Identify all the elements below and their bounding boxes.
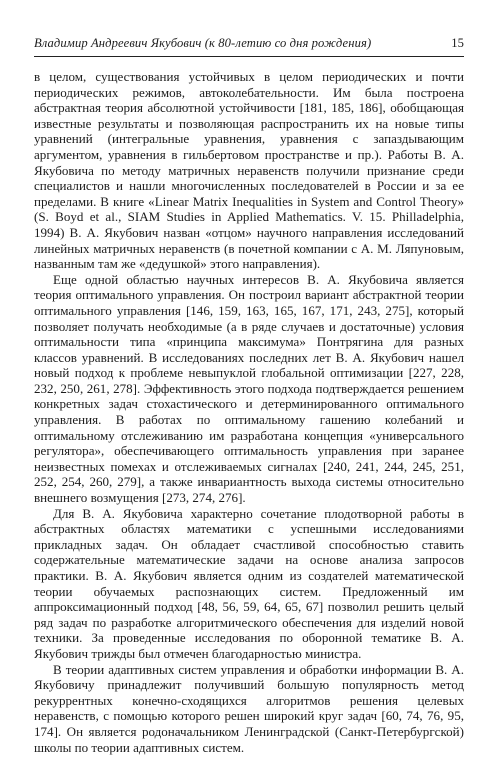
running-header xyxy=(34,36,464,52)
page-body xyxy=(34,69,464,755)
page-number: 15 xyxy=(451,36,464,50)
running-title: Владимир Андреевич Якубович (к 80-летию со дня рождения) xyxy=(34,36,372,50)
paragraph: Для В. А. Якубовича характерно сочетание плодотворной работы в абстрактных областях математики с успешными исследованиями прикладных задач. Он обладает счастливой способностью ставить содержательные математические задачи на основе анализа запросов практики. В. А. Якубович является одним из создателей математической теории обучаемых распознающих систем. Предложенный им аппроксимационный подход [48, 56, 59, 64, 65, 67] позволил решить целый ряд задач по разработке алгоритмического обеспечения для изделий новой техники. За проведенные исследования по оборонной тематике В. А. Якубович трижды был отмечен благодарностью министра. xyxy=(34,505,464,661)
paragraph: В теории адаптивных систем управления и обработки информации В. А. Якубовичу принадлежит получивший большую популярность метод рекуррентных конечно-сходящихся алгоритмов решения целевых неравенств, с помощью которого решен широкий круг задач [60, 74, 76, 95, 174]. Он является родоначальником Ленинградской (Санкт-Петербургской) школы по теории адаптивных систем. xyxy=(34,661,464,755)
header-rule xyxy=(34,56,464,57)
paragraph: Еще одной областью научных интересов В. А. Якубовича является теория оптимального управления. Он построил вариант абстрактной теории оптимального управления [146, 159, 163, 165, 167, 171, 243, 275], который позволяет получать необходимые (а в ряде случаев и достаточные) условия оптимальности типа «принципа максимума» Понтрягина для разных классов уравнений. В исследованиях последних лет В. А. Якубович нашел новый подход к проблеме невыпуклой глобальной оптимизации [227, 228, 232, 250, 261, 278]. Эффективность этого подхода подтверждается решением конкретных задач стохастического и детерминированного оптимального управления. В работах по оптимальному гашению колебаний и оптимальному отслеживанию им разработана концепция «универсального регулятора», обеспечивающего оптимальность управления при заранее неизвестных помехах и отслеживаемых сигналах [240, 241, 244, 245, 251, 252, 254, 260, 279], а также инвариантность выхода системы относительно внешнего возмущения [273, 274, 276]. xyxy=(34,271,464,506)
paragraph-continuation: в целом, существования устойчивых в целом периодических и почти периодических режимов, автоколебательности. Им была построена абстрактная теория абсолютной устойчивости [181, 185, 186], обобщающая известные результаты и позволяющая распространить их на новые типы уравнений (интегральные уравнения, уравнения с запаздывающим аргументом, уравнения в гильбертовом пространстве и пр.). Работы В. А. Якубовича по методу матричных неравенств получили признание среди специалистов и нашли многочисленных последователей в России и за ее пределами. В книге «Linear Matrix Inequalities in System and Control Theory» (S. Boyd et al., SIAM Studies in Applied Mathematics. V. 15. Philladelphia, 1994) В. А. Якубович назван «отцом» научного направления исследований линейных матричных неравенств (в почетной компании с А. М. Ляпуновым, названным там же «дедушкой» этого направления). xyxy=(34,69,464,272)
